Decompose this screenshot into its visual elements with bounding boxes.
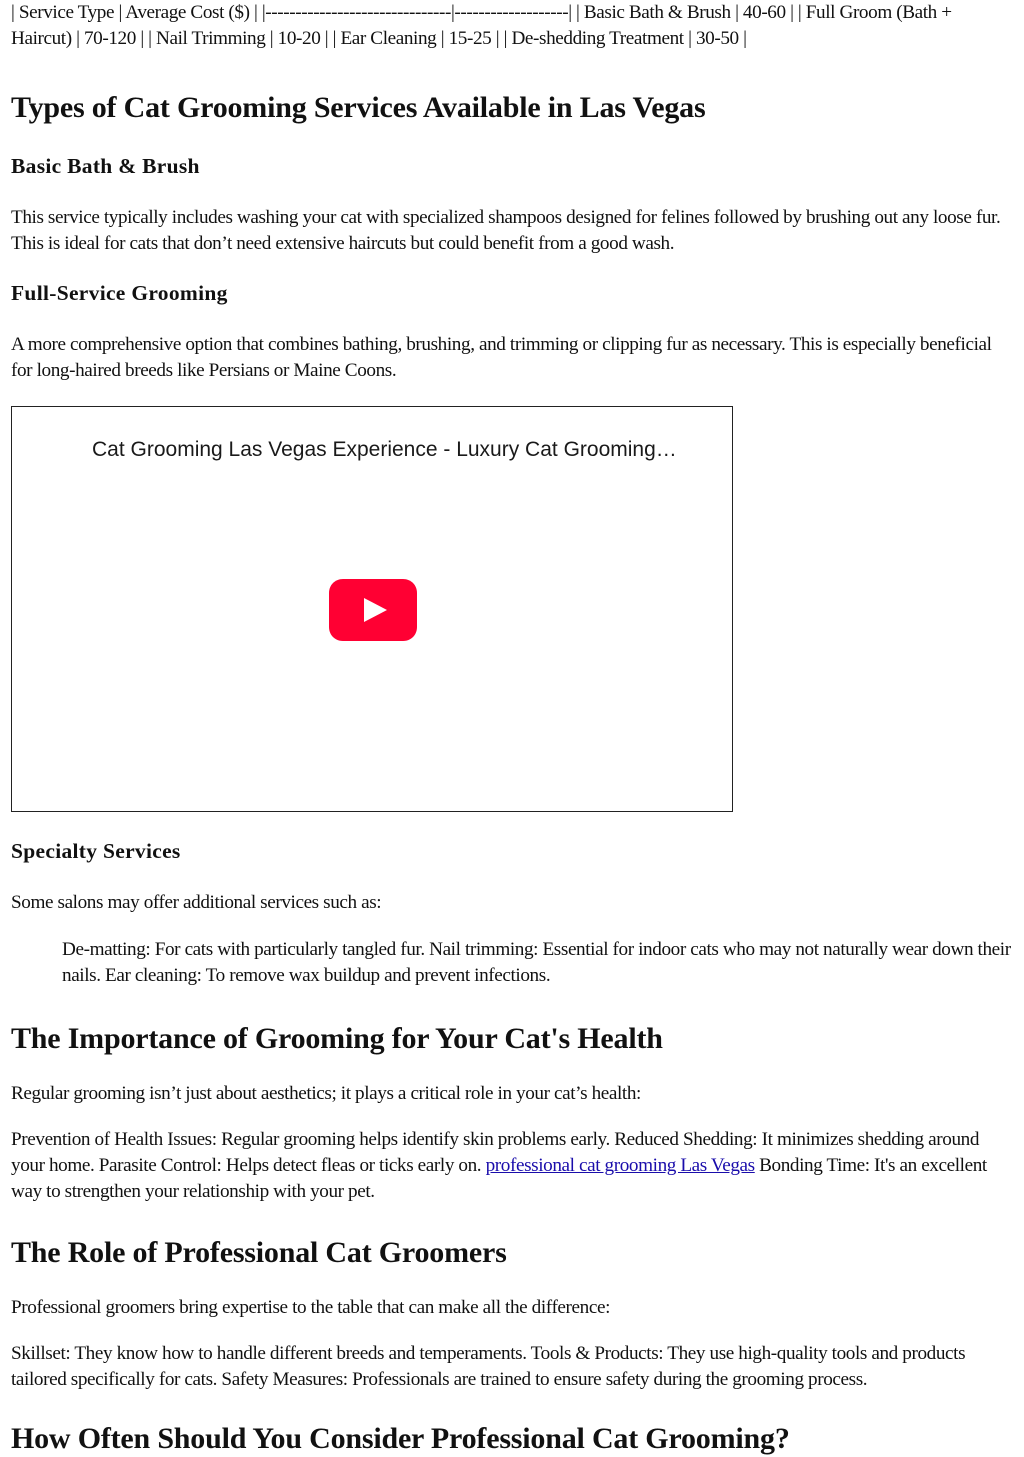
importance-body	[11, 1127, 1012, 1205]
role-heading: The Role of Professional Cat Groomers	[11, 1236, 507, 1269]
role-intro: Professional groomers bring expertise to the table that can make all the difference:	[11, 1297, 611, 1318]
pricing-table-text: | Service Type | Average Cost ($) | |-------------------------------|-------------------| | Basic Bath & Brush | 40-60 | | Full Groom (Bath + Haircut) | 70-120 | | Nail Trimming | 10-20 | | Ear Cleaning | 15-25 | | De-shedding Treatment | 30-50 |	[11, 2, 952, 49]
importance-body-end: Bonding Time: It's an excellent way to strengthen your relationship with your pet.	[11, 1155, 987, 1202]
role-body: Skillset: They know how to handle different breeds and temperaments. Tools & Products: They use high-quality tools and products tailored specifically for cats. Safety Measures: Professionals are trained to ensure safety during the grooming process.	[11, 1343, 966, 1390]
often-heading: How Often Should You Consider Professional Cat Grooming?	[11, 1422, 790, 1455]
specialty-heading: Specialty Services	[11, 839, 181, 863]
full-service-heading: Full-Service Grooming	[11, 281, 228, 305]
youtube-play-icon[interactable]	[329, 579, 417, 641]
video-embed[interactable]	[11, 406, 733, 812]
importance-heading: The Importance of Grooming for Your Cat's Health	[11, 1022, 663, 1055]
types-heading: Types of Cat Grooming Services Available in Las Vegas	[11, 91, 706, 124]
basic-bath-heading: Basic Bath & Brush	[11, 154, 200, 178]
specialty-intro: Some salons may offer additional services such as:	[11, 892, 382, 913]
importance-body-start: Prevention of Health Issues: Regular grooming helps identify skin problems early. Reduced Shedding: It minimizes shedding around your home. Parasite Control: Helps detect fleas or ticks early on.	[11, 1129, 980, 1176]
specialty-list: De-matting: For cats with particularly tangled fur. Nail trimming: Essential for indoor cats who may not naturally wear down their nails. Ear cleaning: To remove wax buildup and prevent infections.	[62, 939, 1011, 986]
importance-intro: Regular grooming isn’t just about aesthetics; it plays a critical role in your cat’s health:	[11, 1083, 641, 1104]
basic-bath-body: This service typically includes washing your cat with specialized shampoos designed for felines followed by brushing out any loose fur. This is ideal for cats that don’t need extensive haircuts but could benefit from a good wash.	[11, 207, 1001, 254]
video-title[interactable]: Cat Grooming Las Vegas Experience - Luxury Cat Grooming…	[92, 438, 677, 461]
full-service-body: A more comprehensive option that combines bathing, brushing, and trimming or clipping fur as necessary. This is especially beneficial for long-haired breeds like Persians or Maine Coons.	[11, 334, 992, 381]
grooming-link[interactable]: professional cat grooming Las Vegas	[485, 1155, 755, 1176]
